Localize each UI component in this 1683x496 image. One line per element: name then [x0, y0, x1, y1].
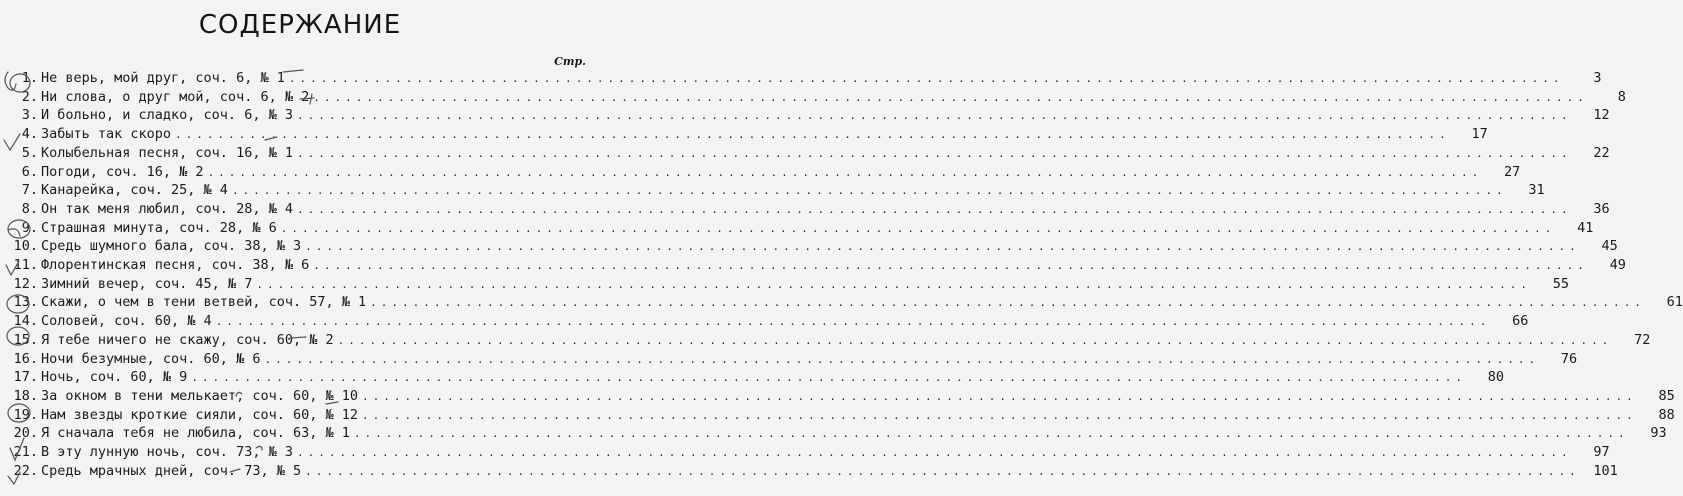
entry-title: Средь мрачных дней, соч. 73, № 5	[41, 462, 302, 479]
entry-number: 2.	[21, 88, 38, 105]
entry-title: Ночи безумные, соч. 60, № 6	[41, 350, 261, 367]
dot-leader: ........................................................................................................................	[264, 352, 1540, 366]
toc-entry	[10, 219, 1594, 238]
entry-page-number: 72	[1634, 331, 1651, 348]
dot-leader: ........................................................................................................................	[305, 240, 1580, 254]
dot-leader: ........................................................................................................................	[305, 464, 1580, 478]
entry-page-number: 61	[1666, 294, 1683, 311]
toc-entry	[10, 70, 1602, 88]
toc-entry	[10, 425, 1667, 443]
dot-leader: ........................................................................................................................	[361, 389, 1637, 403]
entry-title: Ни слова, о друг мой, соч. 6, № 2	[41, 88, 310, 105]
entry-page-number: 55	[1552, 275, 1570, 292]
entry-page-number: 97	[1593, 444, 1610, 460]
entry-page-number: 101	[1593, 462, 1618, 479]
entry-number: 12.	[13, 275, 38, 292]
entry-title: Я сначала тебя не любила, соч. 63, № 1	[41, 425, 350, 442]
entry-number: 14.	[13, 313, 38, 330]
page-title: СОДЕРЖАНИЕ	[198, 10, 402, 40]
entry-page-number: 3	[1593, 70, 1602, 86]
entry-title: Средь шумного бала, соч. 38, № 3	[41, 238, 302, 255]
entry-title: И больно, и сладко, соч. 6, № 3	[41, 107, 293, 124]
entry-page-number: 12	[1593, 107, 1610, 124]
dot-leader: ........................................................................................................................	[280, 221, 1556, 235]
dot-leader: ........................................................................................................................	[231, 184, 1507, 198]
dot-leader: ........................................................................................................................	[337, 333, 1613, 347]
toc-entry	[10, 200, 1610, 219]
entry-title: Он так меня любил, соч. 28, № 4	[41, 200, 293, 217]
dot-leader: ........................................................................................................................	[313, 259, 1588, 272]
dot-leader: ........................................................................................................................	[296, 446, 1572, 459]
dot-leader: ........................................................................................................................	[361, 408, 1637, 422]
dot-leader: ........................................................................................................................	[296, 202, 1572, 216]
toc-entry	[10, 275, 1570, 294]
entry-page-number: 80	[1487, 369, 1505, 386]
dot-leader: ........................................................................................................................	[288, 72, 1564, 85]
entry-page-number: 66	[1512, 313, 1529, 330]
entry-number: 22.	[13, 462, 38, 479]
entry-number: 19.	[13, 406, 38, 423]
entry-number: 13.	[13, 294, 38, 311]
entry-title: Погоди, соч. 16, № 2	[41, 163, 204, 180]
entry-page-number: 41	[1577, 219, 1594, 236]
toc-entry	[10, 444, 1610, 462]
entry-title: Скажи, о чем в тени ветвей, соч. 57, № 1	[41, 294, 367, 311]
entry-page-number: 93	[1650, 425, 1667, 442]
toc-entry	[10, 107, 1610, 125]
toc-entry	[10, 313, 1529, 331]
entry-number: 3.	[21, 107, 38, 124]
dot-leader: ........................................................................................................................	[296, 146, 1572, 160]
entry-number: 11.	[13, 257, 38, 273]
entry-number: 21.	[13, 444, 38, 460]
entry-number: 6.	[21, 163, 38, 180]
entry-title: Забыть так скоро	[41, 126, 172, 143]
entry-number: 15.	[13, 331, 38, 348]
dot-leader: ........................................................................................................................	[353, 427, 1629, 441]
entry-title: За окном в тени мелькает, соч. 60, № 10	[41, 387, 358, 404]
toc-entry	[10, 387, 1675, 406]
page-column-label: Стр.	[554, 55, 586, 68]
entry-number: 18.	[13, 387, 38, 404]
entry-title: Соловей, соч. 60, № 4	[41, 313, 212, 330]
toc-entry	[10, 126, 1488, 144]
toc-entry	[10, 257, 1626, 275]
entry-title: Зимний вечер, соч. 45, № 7	[41, 275, 253, 292]
entry-number: 8.	[21, 200, 38, 217]
entry-page-number: 36	[1593, 200, 1610, 217]
entry-number: 16.	[13, 350, 38, 367]
entry-number: 17.	[13, 369, 38, 386]
entry-title: Колыбельная песня, соч. 16, № 1	[41, 144, 293, 161]
entry-title: Флорентинская песня, соч. 38, № 6	[41, 257, 310, 273]
entry-page-number: 31	[1528, 182, 1545, 199]
entry-number: 5.	[21, 144, 38, 161]
entry-title: Не верь, мой друг, соч. 6, № 1	[41, 70, 285, 86]
entry-page-number: 85	[1658, 387, 1675, 404]
dot-leader: ........................................................................................................................	[175, 128, 1450, 142]
entry-page-number: 45	[1601, 238, 1618, 255]
toc-entry	[10, 369, 1505, 387]
entry-number: 10.	[13, 238, 38, 255]
entry-title: Канарейка, соч. 25, № 4	[41, 182, 228, 199]
dot-leader: ........................................................................................................................	[370, 296, 1645, 310]
toc-entry	[10, 294, 1683, 312]
dot-leader: ........................................................................................................................	[313, 90, 1588, 104]
entry-title: Ночь, соч. 60, № 9	[41, 369, 188, 386]
toc-entry	[10, 238, 1618, 256]
toc-entry	[10, 350, 1578, 369]
toc-entry	[10, 182, 1545, 200]
entry-number: 1.	[21, 70, 38, 86]
entry-page-number: 76	[1560, 350, 1578, 367]
entry-page-number: 88	[1658, 406, 1675, 423]
entry-page-number: 17	[1471, 126, 1488, 143]
toc-entry	[10, 163, 1521, 182]
entry-title: Я тебе ничего не скажу, соч. 60, № 2	[41, 331, 334, 348]
toc-entry	[10, 144, 1610, 163]
entry-page-number: 22	[1593, 144, 1610, 161]
dot-leader: ........................................................................................................................	[256, 277, 1532, 291]
entry-number: 4.	[21, 126, 38, 143]
entry-title: Нам звезды кроткие сияли, соч. 60, № 12	[41, 406, 358, 423]
entry-page-number: 49	[1609, 257, 1626, 273]
entry-title: В эту лунную ночь, соч. 73, № 3	[41, 444, 293, 460]
dot-leader: ........................................................................................................................	[296, 109, 1572, 123]
entry-page-number: 8	[1617, 88, 1626, 105]
dot-leader: ........................................................................................................................	[191, 371, 1467, 385]
dot-leader: ........................................................................................................................	[215, 315, 1491, 329]
toc-entry	[10, 462, 1618, 481]
entry-number: 9.	[21, 219, 38, 236]
toc-entry	[10, 331, 1651, 350]
entry-title: Страшная минута, соч. 28, № 6	[41, 219, 277, 236]
entry-number: 7.	[21, 182, 38, 199]
entry-number: 20.	[13, 425, 38, 442]
toc-entry	[10, 406, 1675, 425]
entry-page-number: 27	[1504, 163, 1521, 180]
toc-entry	[10, 88, 1626, 107]
dot-leader: ........................................................................................................................	[207, 165, 1483, 179]
